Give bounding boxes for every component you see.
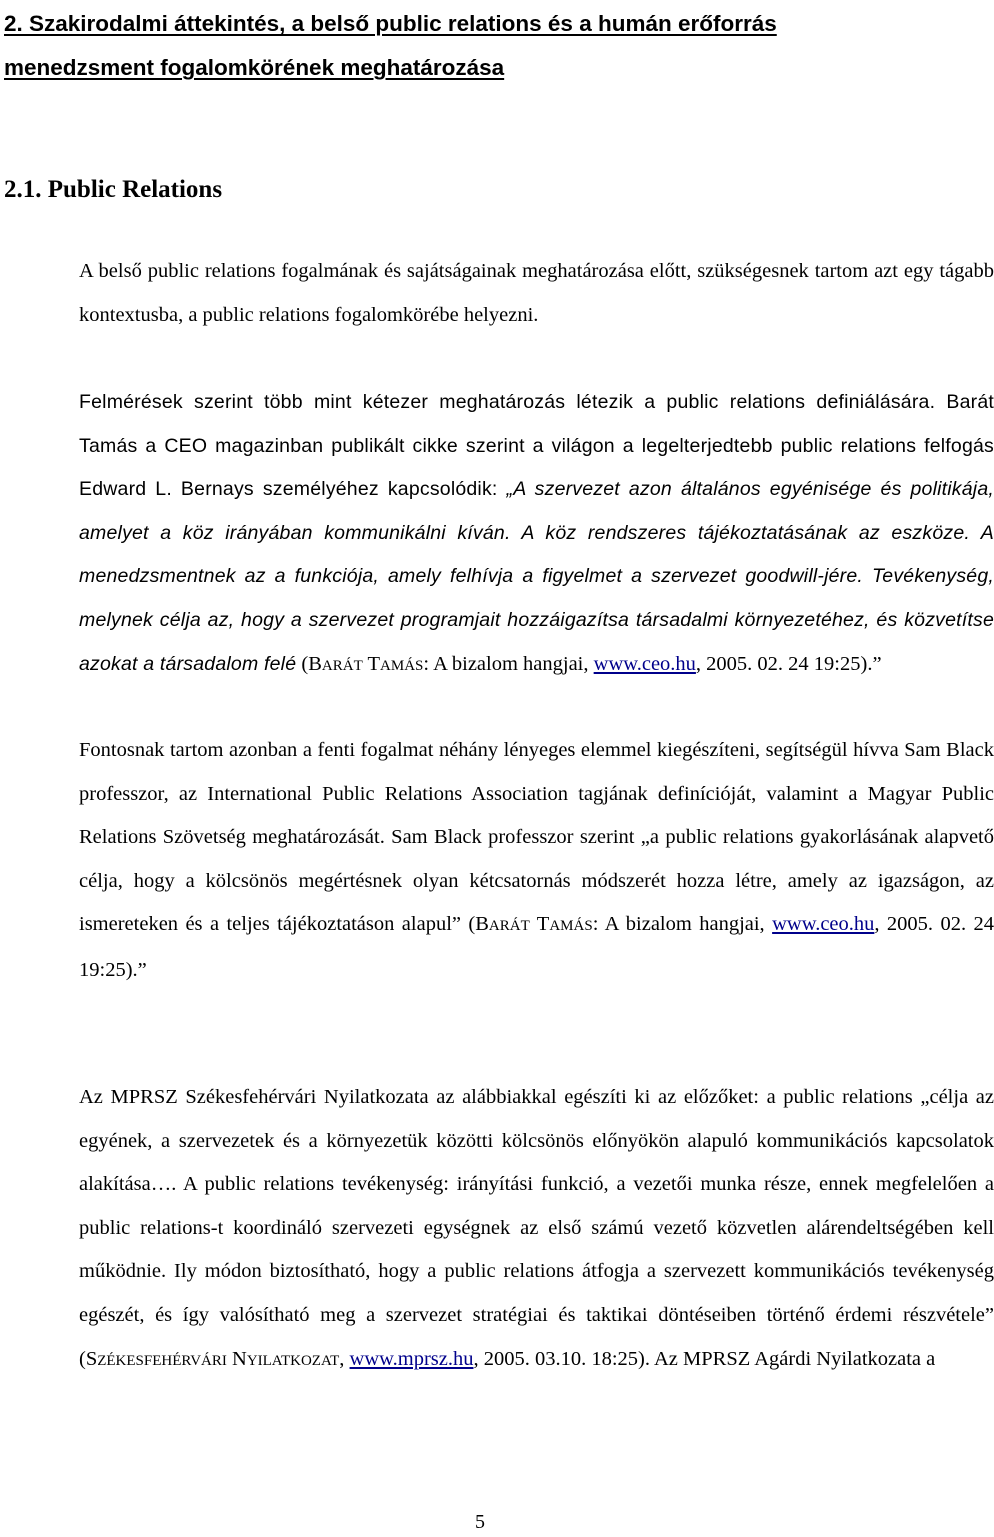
citation-author-initial: B bbox=[308, 652, 322, 675]
ceo-link[interactable]: www.ceo.hu bbox=[772, 913, 875, 936]
paragraph-bernays-lead: Felmérések szerint több mint kétezer meghatározás létezik a public relations definiálására. bbox=[79, 391, 936, 413]
citation-author-initial: B bbox=[475, 913, 489, 936]
chapter-heading-line2: menedzsment fogalomkörének meghatározása bbox=[4, 55, 505, 80]
ceo-link[interactable]: www.ceo.hu bbox=[593, 652, 696, 675]
bernays-quote: „A szervezet azon általános egyénisége és politikája, amelyet a köz irányában kommunikálni kíván. A köz rendszeres tájékoztatásának az eszköze. A menedzsmentnek az a funkciója, amely felhívja a figyelmet a szervezet goodwill-jére. Tevékenység, melynek célja az, hogy a szervezet programjait hozzáigazítsa társadalmi környezetéhez, és közvetítse azokat a társadalom felé bbox=[79, 478, 994, 675]
citation-date: , 2005. 03.10. 18:25). Az MPRSZ Agárdi Nyilatkozata a bbox=[473, 1347, 936, 1370]
chapter-heading-line1: 2. Szakirodalmi áttekintés, a belső public relations és a humán erőforrás bbox=[4, 11, 777, 36]
citation-author-rest: YILATKOZAT bbox=[246, 1352, 340, 1369]
paragraph-bernays-source: Barát Tamás a CEO magazinban publikált cikke szerint a világon a legelterjedtebb public relations felfogás Edward L. Bernays személyéhez kapcsolódik: bbox=[79, 391, 994, 501]
paragraph-bernays bbox=[41, 381, 994, 688]
mprsz-link[interactable]: www.mprsz.hu bbox=[349, 1347, 474, 1370]
page-number: 5 bbox=[475, 1511, 485, 1533]
chapter-heading bbox=[4, 2, 944, 90]
section-heading: 2.1. Public Relations bbox=[4, 176, 223, 203]
citation-author-initial: T bbox=[529, 913, 550, 936]
paragraph-mprsz-text: Az MPRSZ Székesfehérvári Nyilatkozata az alábbiakkal egészíti ki az előzőket: a public relations „célja az egyének, a szervezetek és a környezetük közötti kölcsönös előnyökön alapuló kommunikációs kapcsolatok alakítása…. A public relations tevékenység: irányítási funkció, a vezetői munka része, ennek megfelelően a public relations-t koordináló szervezeti egységnek az első számú vezető közvetlen alárendeltségében kell működnie. Ily módon biztosítható, hogy a public relations átfogja a szervezett kommunikációs tevékenység egészét, és így valósítható meg a szervezet stratégiai és taktikai döntéseiben történő érdemi részvétele” ( bbox=[79, 1086, 994, 1370]
citation-author-rest: ARÁT bbox=[321, 657, 363, 674]
citation-author-initial: S bbox=[85, 1347, 98, 1370]
citation-author-rest: AMÁS bbox=[380, 657, 424, 674]
citation-date: , 2005. 02. 24 19:25).” bbox=[79, 913, 994, 981]
citation-author-rest: ARÁT bbox=[488, 918, 530, 935]
paragraph-black-text: Fontosnak tartom azonban a fenti fogalmat néhány lényeges elemmel kiegészíteni, segítségül hívva Sam Black professzor, az International Public Relations Association tagjának definícióját, valamint a Magyar Public Relations Szövetség meghatározását. Sam Black professzor szerint „a public relations gyakorlásának alapvető célja, hogy a kölcsönös megértésnek olyan kétcsatornás módszerét hozza létre, amely az igazságon, az ismereteken és a teljes tájékoztatáson alapul” ( bbox=[79, 739, 994, 936]
paragraph-intro: A belső public relations fogalmának és sajátságainak meghatározása előtt, szükségesnek tartom azt egy tágabb kontextusba, a public relations fogalomkörébe helyezni. bbox=[79, 260, 994, 326]
paragraph-black bbox=[41, 729, 994, 993]
citation-author-rest: ZÉKESFEHÉRVÁRI bbox=[97, 1352, 227, 1369]
citation-author-initial: N bbox=[226, 1347, 247, 1370]
citation-title: : A bizalom hangjai, bbox=[423, 652, 594, 675]
citation-date: , 2005. 02. 24 19:25).” bbox=[695, 652, 882, 675]
citation-author-rest: AMÁS bbox=[549, 918, 593, 935]
citation-author-initial: T bbox=[362, 652, 381, 675]
citation-title: : A bizalom hangjai, bbox=[592, 913, 773, 936]
citation-open: ( bbox=[296, 652, 309, 675]
citation-separator: , bbox=[339, 1347, 350, 1370]
paragraph-mprsz bbox=[41, 1076, 994, 1383]
